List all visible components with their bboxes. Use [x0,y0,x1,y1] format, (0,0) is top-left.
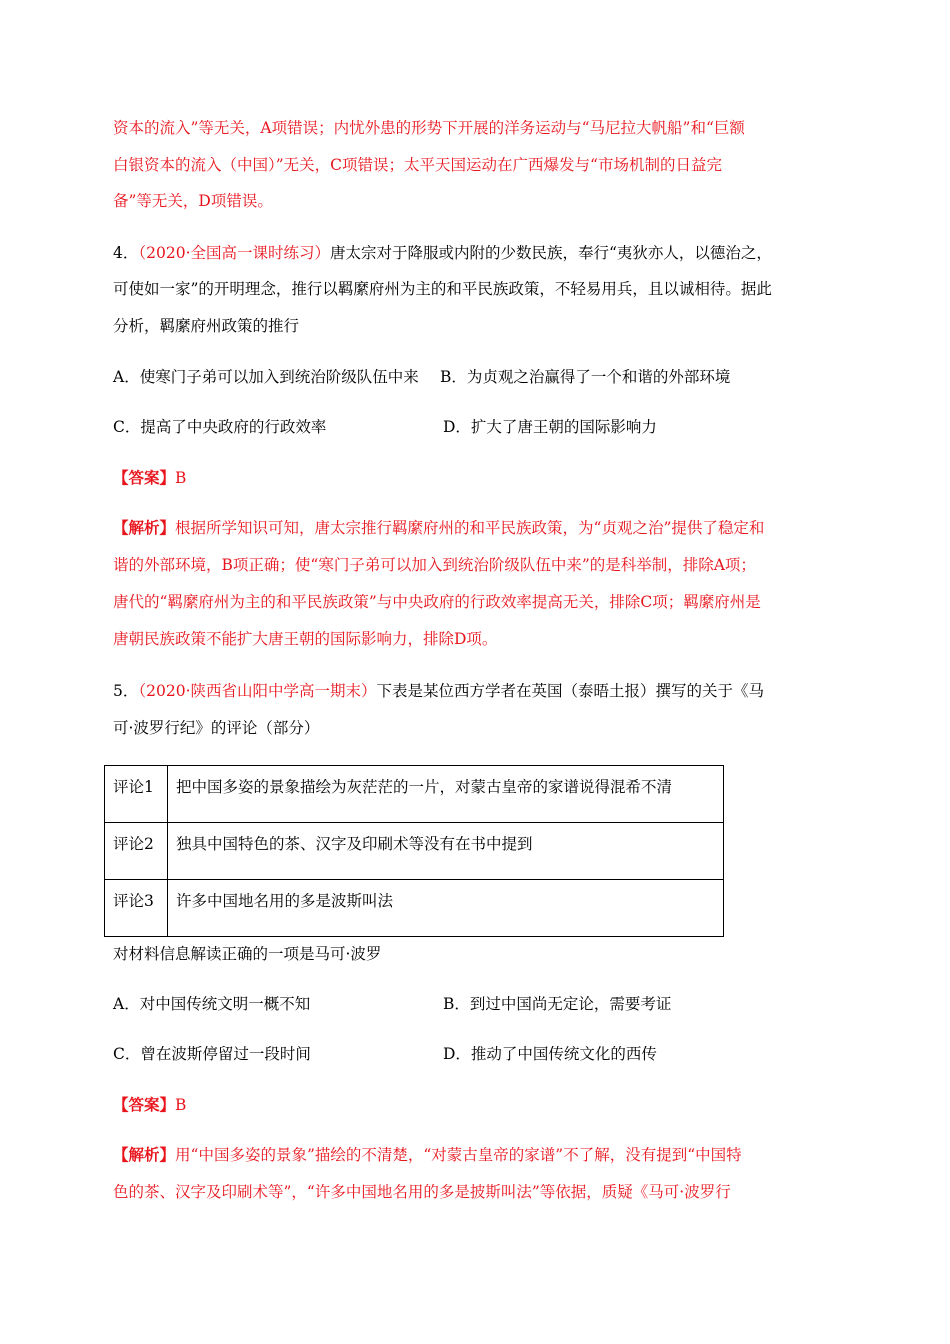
table-cell-key: 评论2 [105,823,168,880]
q5-source: （2020·陕西省山阳中学高一期末） [138,682,377,700]
q4-answer [113,468,186,488]
q5-prompt: 对材料信息解读正确的一项是马可·波罗 [113,945,382,963]
table-cell-key: 评论1 [105,766,168,823]
prev-analysis-line-3: 备”等无关，D项错误。 [113,192,273,210]
q5-option-c: C．曾在波斯停留过一段时间 [113,1045,311,1063]
q4-analysis-label: 【解析】 [113,518,176,537]
q4-analysis-line-4: 唐朝民族政策不能扩大唐王朝的国际影响力，排除D项。 [113,630,498,648]
table-cell-value: 许多中国地名用的多是波斯叫法 [168,880,724,937]
q5-analysis-line-2: 色的茶、汉字及印刷术等”，“许多中国地名用的多是披斯叫法”等依据，质疑《马可·波罗行 [113,1183,731,1201]
q5-analysis-text-1: 用“中国多姿的景象”描绘的不清楚，“对蒙古皇帝的家谱”不了解，没有提到“中国特 [175,1146,742,1164]
q4-stem-line-2: 可使如一家”的开明理念，推行以羁縻府州为主的和平民族政策，不轻易用兵，且以诚相待。据此 [113,280,772,298]
q5-answer [113,1095,186,1115]
q4-analysis-text-1: 根据所学知识可知，唐太宗推行羁縻府州的和平民族政策，为“贞观之治”提供了稳定和 [175,519,765,537]
q5-stem-line-1 [113,681,764,701]
q4-answer-value: B [175,469,187,487]
q4-number: 4． [113,244,139,262]
q5-stem-text-1: 下表是某位西方学者在英国（泰晤土报）撰写的关于《马 [376,682,765,700]
q4-option-d: D．扩大了唐王朝的国际影响力 [443,418,657,436]
q4-stem-text-1: 唐太宗对于降服或内附的少数民族，奉行“夷狄亦人，以德治之， [330,244,772,262]
q4-stem-line-3: 分析，羁縻府州政策的推行 [113,317,300,335]
q4-option-b: B．为贞观之治赢得了一个和谐的外部环境 [440,368,731,386]
q5-number: 5． [113,682,139,700]
q5-answer-label: 【答案】 [113,1095,176,1114]
q5-option-a: A．对中国传统文明一概不知 [113,995,311,1013]
prev-analysis-line-2: 白银资本的流入（中国）”无关，C项错误；太平天国运动在广西爆发与“市场机制的日益完 [113,156,722,174]
table-row [105,766,724,823]
q5-answer-value: B [175,1096,187,1114]
q4-option-c: C．提高了中央政府的行政效率 [113,418,327,436]
q5-material-table [104,765,724,937]
q5-stem-line-2: 可·波罗行纪》的评论（部分） [113,719,320,737]
table-cell-value: 独具中国特色的茶、汉字及印刷术等没有在书中提到 [168,823,724,880]
q4-source: （2020·全国高一课时练习） [138,244,330,262]
table-cell-key: 评论3 [105,880,168,937]
table-row [105,823,724,880]
q4-stem-line-1 [113,243,772,263]
q4-answer-label: 【答案】 [113,468,176,487]
q4-analysis-line-2: 谐的外部环境，B项正确；使“寒门子弟可以加入到统治阶级队伍中来”的是科举制，排除A项； [113,556,756,574]
q5-analysis-label: 【解析】 [113,1145,176,1164]
q4-analysis-line-3: 唐代的“羁縻府州为主的和平民族政策”与中央政府的行政效率提高无关，排除C项；羁縻府州是 [113,593,761,611]
table-row [105,880,724,937]
q5-option-b: B．到过中国尚无定论，需要考证 [443,995,672,1013]
q5-analysis-line-1 [113,1145,742,1165]
q4-analysis-line-1 [113,518,764,538]
prev-analysis-line-1: 资本的流入”等无关，A项错误；内忧外患的形势下开展的洋务运动与“马尼拉大帆船”和“巨额 [113,119,745,137]
q5-option-d: D．推动了中国传统文化的西传 [443,1045,657,1063]
table-cell-value: 把中国多姿的景象描绘为灰茫茫的一片，对蒙古皇帝的家谱说得混希不清 [168,766,724,823]
q4-option-a: A．使寒门子弟可以加入到统治阶级队伍中来 [113,368,419,386]
